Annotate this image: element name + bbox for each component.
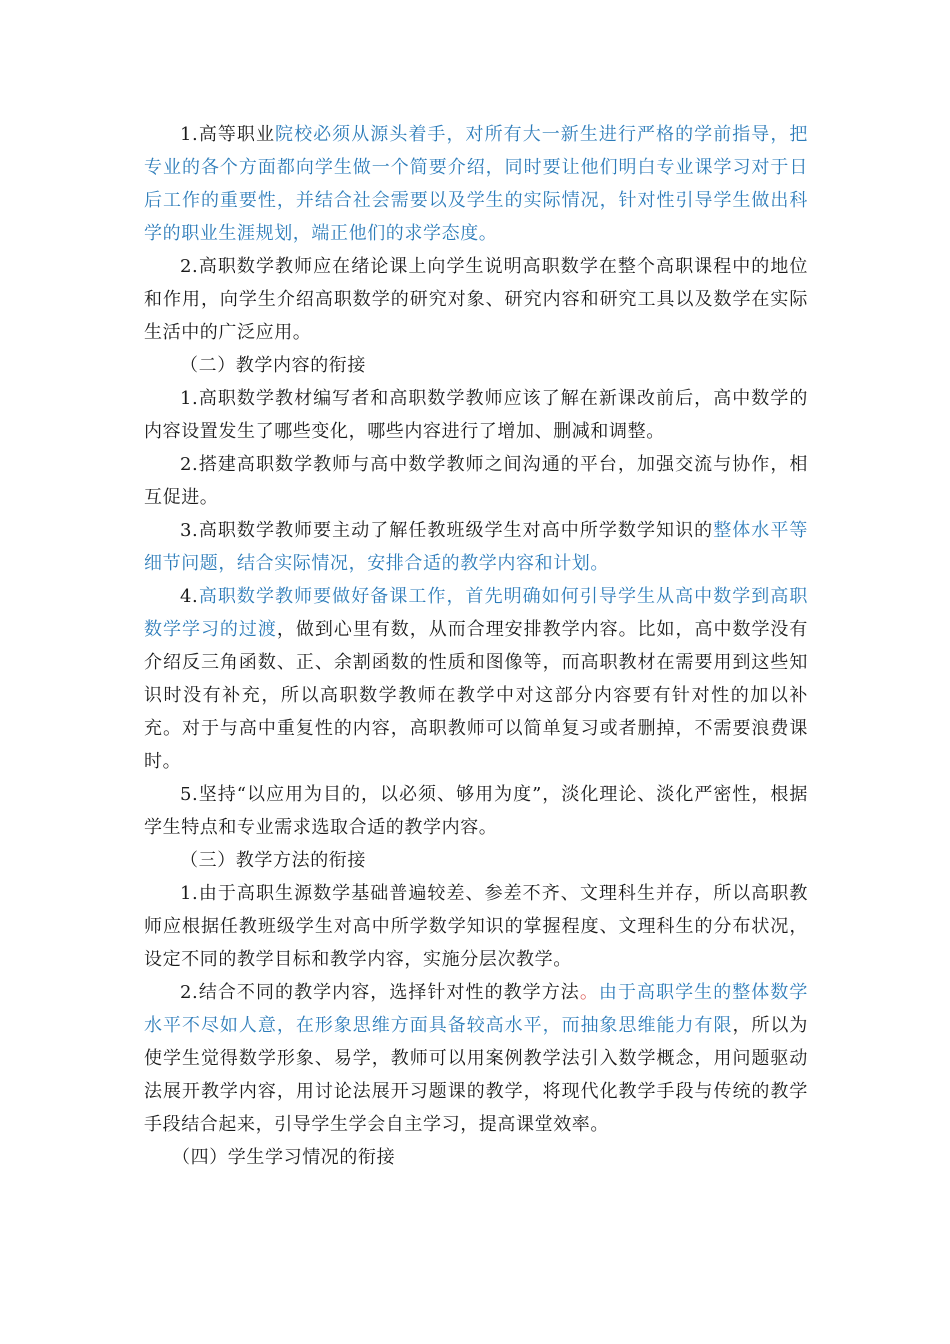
- section-heading: [144, 844, 808, 877]
- paragraph: [144, 514, 808, 580]
- paragraph: [144, 580, 808, 778]
- text-run: ，所以为使学生觉得数学形象、易学，教师可以用案例教学法引入数学概念，用问题驱动法展开教学内容，用讨论法展开习题课的教学，将现代化教学手段与传统的教学手段结合起来，引导学生学会自主学习，提高课堂效率。: [144, 1015, 808, 1135]
- highlighted-text-run: 整体水平等细节问题，结合实际情况，安排合适的教学内容和计划。: [144, 520, 809, 574]
- text-run: 2.搭建高职数学教师与高中数学教师之间沟通的平台，加强交流与协作，相互促进。: [144, 454, 808, 508]
- text-run: （三）教学方法的衔接: [180, 850, 366, 871]
- text-run: 1.由于高职生源数学基础普遍较差、参差不齐、文理科生并存，所以高职教师应根据任教班级学生对高中所学数学知识的掌握程度、文理科生的分布状况，设定不同的教学目标和教学内容，实施分层次教学。: [144, 883, 808, 970]
- paragraph: [144, 448, 808, 514]
- highlighted-text-run: 高职数学教师要做好备课工作，首先明确如何引导学生从高中数学到高职数学学习的过渡: [144, 586, 808, 640]
- text-run: （四）学生学习情况的衔接: [172, 1147, 396, 1168]
- text-run: ，做到心里有数，从而合理安排教学内容。比如，高中数学没有介绍反三角函数、正、余割函数的性质和图像等，而高职教材在需要用到这些知识时没有补充，所以高职数学教师在教学中对这部分内容要有针对性的加以补充。对于与高中重复性的内容，高职教师可以简单复习或者删掉，不需要浪费课时。: [144, 619, 809, 772]
- text-run: 2.结合不同的教学内容，选择针对性的教学方法: [180, 982, 580, 1003]
- section-heading: [144, 1141, 808, 1174]
- text-run: 1.高职数学教材编写者和高职数学教师应该了解在新课改前后，高中数学的内容设置发生了哪些变化，哪些内容进行了增加、删减和调整。: [144, 388, 808, 442]
- highlighted-text-run: 。: [579, 982, 599, 1003]
- paragraph: [144, 118, 808, 250]
- paragraph: [144, 250, 808, 349]
- document-body: [144, 118, 808, 1174]
- text-run: 2.高职数学教师应在绪论课上向学生说明高职数学在整个高职课程中的地位和作用，向学生介绍高职数学的研究对象、研究内容和研究工具以及数学在实际生活中的广泛应用。: [144, 256, 808, 343]
- text-run: 3.高职数学教师要主动了解任教班级学生对高中所学数学知识的: [180, 520, 714, 541]
- text-run: 4.: [180, 586, 199, 607]
- text-run: 1.高等职业: [180, 124, 276, 145]
- section-heading: [144, 349, 808, 382]
- text-run: （二）教学内容的衔接: [180, 355, 366, 376]
- paragraph: [144, 778, 808, 844]
- paragraph: [144, 877, 808, 976]
- highlighted-text-run: 由于高职学生的整体数学水平不尽如人意，在形象思维方面具备较高水平，而抽象思维能力有限: [144, 982, 808, 1036]
- paragraph: [144, 382, 808, 448]
- highlighted-text-run: 院校必须从源头着手，对所有大一新生进行严格的学前指导，把专业的各个方面都向学生做一个简要介绍，同时要让他们明白专业课学习对于日后工作的重要性，并结合社会需要以及学生的实际情况，针对性引导学生做出科学的职业生涯规划，端正他们的求学态度。: [144, 124, 808, 244]
- paragraph: [144, 976, 808, 1141]
- text-run: 5.坚持“以应用为目的，以必须、够用为度”，淡化理论、淡化严密性，根据学生特点和专业需求选取合适的教学内容。: [144, 784, 808, 838]
